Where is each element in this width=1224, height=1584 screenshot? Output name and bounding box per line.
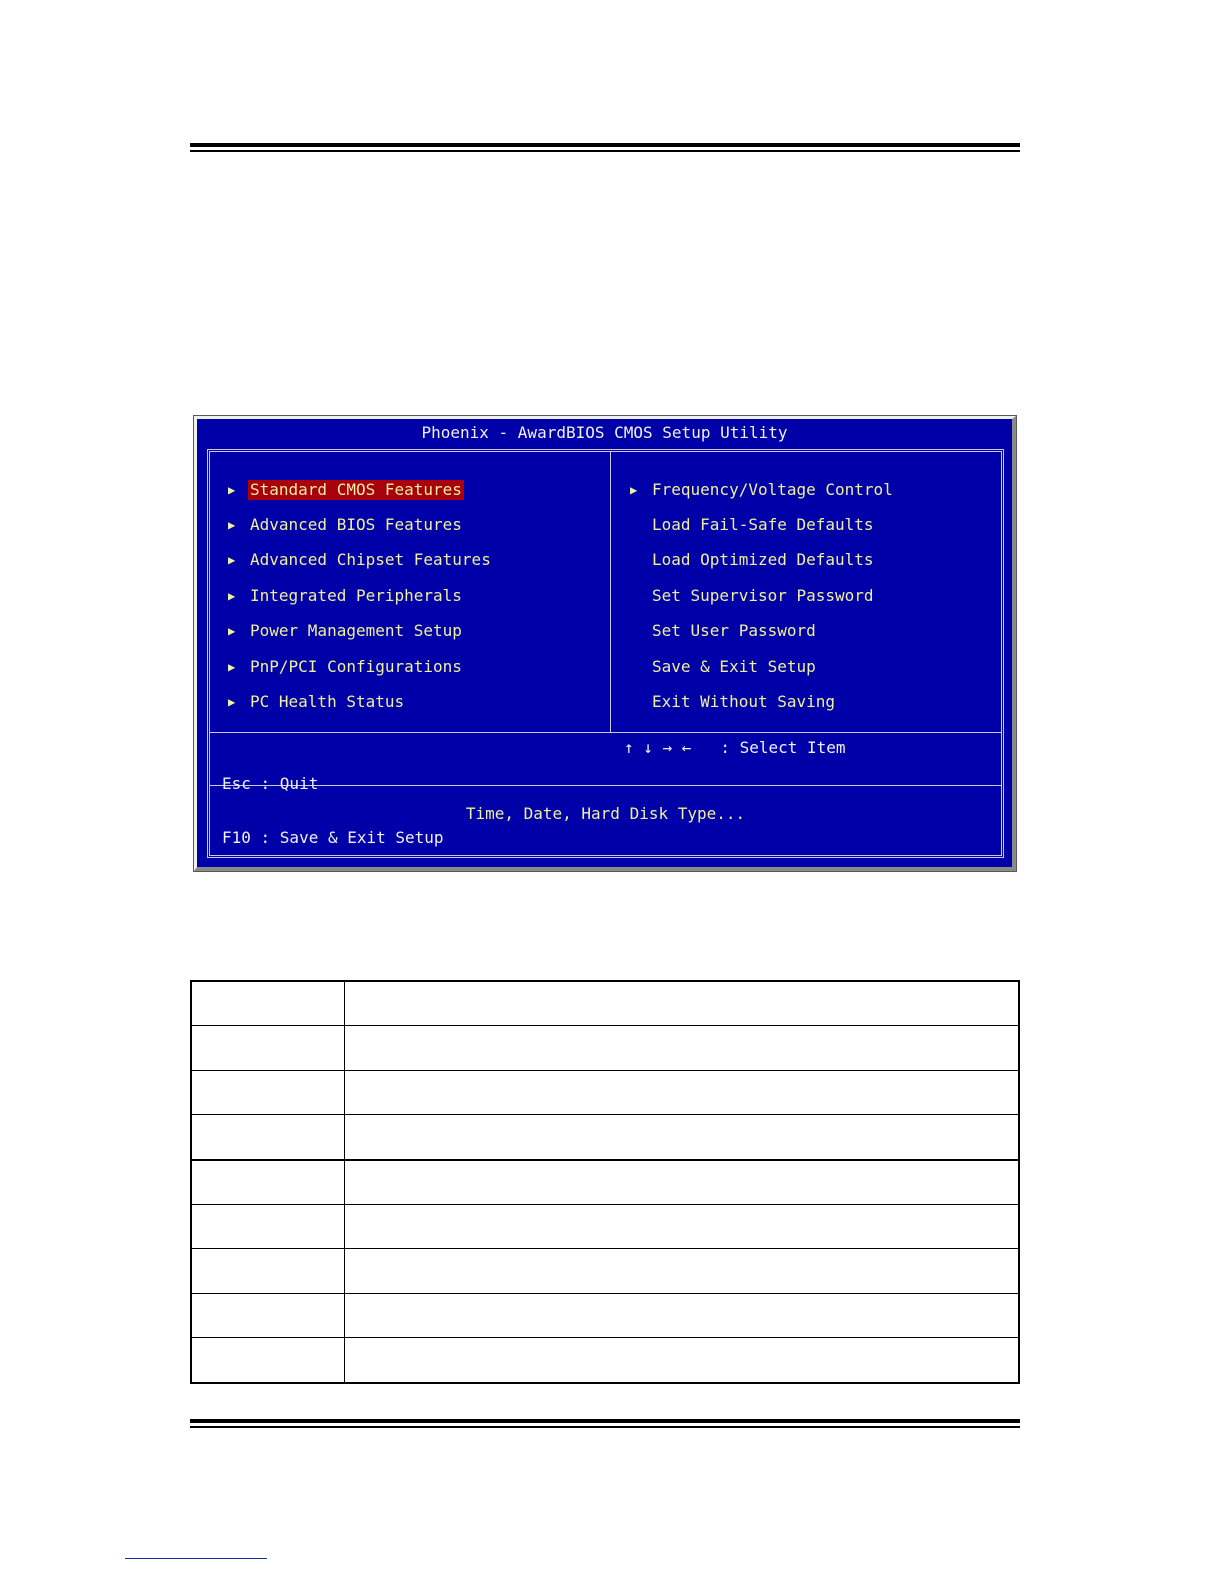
menu-item-label: Standard CMOS Features: [250, 479, 462, 499]
menu-item-label: Power Management Setup: [250, 621, 462, 641]
submenu-arrow-icon: ▶: [228, 695, 236, 710]
table-row: [191, 1026, 1019, 1070]
function-cell: [345, 1338, 1020, 1383]
function-cell: [345, 1160, 1020, 1205]
right-menu: [630, 472, 895, 720]
menu-divider: [210, 732, 1001, 733]
key-cell: [191, 1249, 345, 1293]
menu-item-label: Set User Password: [652, 621, 816, 641]
function-cell: [345, 1204, 1020, 1248]
menu-item-label: Advanced BIOS Features: [250, 515, 462, 535]
footer-rule: [190, 1419, 1020, 1428]
submenu-arrow-icon: ▶: [630, 482, 638, 497]
arrow-keys-hint: ↑ ↓ → ← : Select Item: [624, 738, 846, 757]
menu-item-label: Load Optimized Defaults: [652, 550, 874, 570]
menu-item[interactable]: [630, 578, 895, 613]
menu-item-label: Advanced Chipset Features: [250, 550, 491, 570]
f10-key-hint: F10 : Save & Exit Setup: [222, 828, 444, 847]
footer-link-underline: [125, 1558, 267, 1559]
menu-item[interactable]: [630, 684, 895, 719]
key-cell: [191, 1026, 345, 1070]
submenu-arrow-icon: ▶: [228, 588, 236, 603]
function-cell: [345, 1070, 1020, 1114]
table-row: [191, 981, 1019, 1026]
submenu-arrow-icon: ▶: [228, 659, 236, 674]
table-row: [191, 1293, 1019, 1337]
menu-item-label: Save & Exit Setup: [652, 656, 816, 676]
table-row: [191, 1115, 1019, 1160]
key-cell: [191, 1160, 345, 1205]
bios-setup-screen: [194, 416, 1016, 871]
table-row: [191, 1204, 1019, 1248]
left-menu: [228, 472, 493, 720]
header-rule: [190, 143, 1020, 152]
function-cell: [345, 1249, 1020, 1293]
menu-item[interactable]: [630, 472, 895, 507]
function-cell: [345, 1115, 1020, 1160]
table-row: [191, 1249, 1019, 1293]
submenu-arrow-icon: ▶: [228, 553, 236, 568]
menu-item[interactable]: [228, 578, 493, 613]
submenu-arrow-icon: ▶: [228, 482, 236, 497]
table-row: [191, 1160, 1019, 1205]
table-row: [191, 1070, 1019, 1114]
menu-item-label: Integrated Peripherals: [250, 585, 462, 605]
menu-item-label: Exit Without Saving: [652, 692, 836, 712]
menu-item[interactable]: [630, 649, 895, 684]
menu-item[interactable]: [630, 614, 895, 649]
function-cell: [345, 1293, 1020, 1337]
menu-item-label: PC Health Status: [250, 692, 405, 712]
menu-item-label: Load Fail-Safe Defaults: [652, 515, 874, 535]
menu-item[interactable]: [228, 649, 493, 684]
submenu-arrow-icon: ▶: [228, 518, 236, 533]
key-cell: [191, 1070, 345, 1114]
menu-item-label: Set Supervisor Password: [652, 585, 874, 605]
menu-item[interactable]: [228, 472, 493, 507]
help-text: Time, Date, Hard Disk Type...: [465, 804, 746, 823]
menu-item[interactable]: [630, 507, 895, 542]
esc-key-hint: Esc : Quit: [222, 774, 319, 793]
bios-title: Phoenix - AwardBIOS CMOS Setup Utility: [421, 423, 788, 442]
menu-item[interactable]: [228, 543, 493, 578]
key-cell: [191, 1338, 345, 1383]
submenu-arrow-icon: ▶: [228, 624, 236, 639]
menu-item[interactable]: [228, 507, 493, 542]
function-cell: [345, 981, 1020, 1026]
key-cell: [191, 1293, 345, 1337]
key-cell: [191, 1115, 345, 1160]
table-row: [191, 1338, 1019, 1383]
description-table: [190, 980, 1020, 1384]
column-divider: [610, 452, 611, 732]
key-cell: [191, 981, 345, 1026]
key-cell: [191, 1204, 345, 1248]
menu-item[interactable]: [228, 684, 493, 719]
menu-item[interactable]: [228, 614, 493, 649]
menu-item[interactable]: [630, 543, 895, 578]
menu-item-label: Frequency/Voltage Control: [652, 479, 893, 499]
bios-frame: [207, 449, 1004, 858]
menu-item-label: PnP/PCI Configurations: [250, 656, 462, 676]
function-cell: [345, 1026, 1020, 1070]
